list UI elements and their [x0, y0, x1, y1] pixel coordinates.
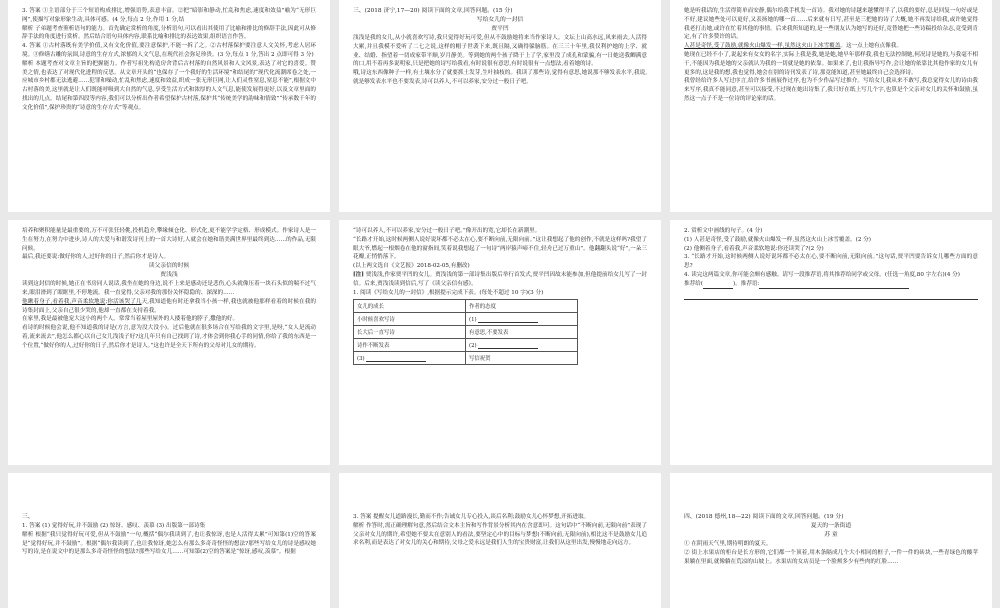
paragraph: 解析 本题考查对文章主旨的把握能力。作者写祖先构造房舍背后古村落的自然风景和人文风景,表达了对它的喜爱。赞美之情,也表达了对现代化进程的反思。从文章开头的“也保存了一个我好的生活环境”和结尾的“现代化流潮席卷之处,一应城市乡村都无法逃避……犯罪和噪动,忙乱和焦虑,速度和效益,织成一张无形巨网,让人们灵性窒息,窒息不能”,根据文中古村落的美,这里就是让人们既能呼吸到大自然的气息,享受生活方式和浓厚的人文气息,能使发展得更好,以及文章里面的找出的几点。结尾和第四段等内容,我们可以分析出作者希望保护古村落,保护其“传统美学的韵味和情致”“传承数千年的文化价值”,保护珍贵的“诗意的生存方式”等观点。 — [22, 60, 316, 111]
note-label: [注] — [353, 271, 364, 278]
paragraph: 她是听我话的,生活得简单而安静,偶尔给我手机发一首诗。我对她的诗越来越懂得半了,以我的要好,总是回复一句好或是不好,建议她些处可以更好,又表扬她的哪一首……后来就有日写,甚至是三把她的诗了大概,她不再发诗给我,或许她觉得我老打击她,或许在忙着其他的事情。后来我所知道的,是一些朋友认为她写的还好,竟替她把一些诗稿投给杂志,竟受到肯定,有了许多赞许的话。 — [684, 8, 978, 41]
recommend-text-label: )。推荐语: — [732, 280, 760, 287]
document-page-2 — [339, 0, 661, 212]
question-4: 4. 读完这两篇文章,你可能会颇有感触。请写一段推荐语,将其推荐给同学或父母。(任选一角度,80 字左右)(4 分) — [684, 271, 960, 278]
answer-line[interactable] — [684, 290, 978, 300]
answer-blank[interactable] — [366, 355, 426, 362]
table-cell: 女儿的成长 — [354, 300, 466, 313]
answer-blank[interactable] — [478, 316, 538, 323]
question-1: 1. 阅读《写给女儿的一封信》,根据提示完成下表。(每处不超过 10 字)(3 分) — [353, 289, 544, 296]
section-header: 四、(2018 德州,18—22) 阅读下面的文章,回答问题。(19 分) — [684, 514, 844, 520]
paragraph: 最后,我还要说:做好你的人,过好你的日子,然后你才是诗人。 — [22, 254, 170, 261]
recommend-label: 推荐给( — [684, 280, 703, 287]
document-page-5 — [339, 220, 661, 465]
table-cell: 长大后一直写诗 — [354, 326, 466, 339]
table-cell: 写信祝贺 — [466, 352, 578, 365]
table-row — [354, 300, 578, 313]
table-row — [354, 339, 578, 352]
note-text: 贾浅浅,作家贾平凹的女儿。贾浅浅的第一部诗集出版后举行首发式,贾平凹因故未能参加,但他提前给女儿写了一封信。后来,贾浅浅读到信后,写了《读父亲信有感》。 — [353, 271, 648, 287]
document-page-6 — [670, 220, 992, 465]
paragraph: 解析 子弟题考查鉴析语句的能力。首先确定赏析的角度,分析语句,可以看出其使用了比喻和排比的修辞手法,因此可从修辞手法的角度进行赏析。然后结合语句具体内容,联系比喻和排比的表达效果,组织语言作答。 — [22, 25, 316, 41]
section-header: 三、 — [22, 514, 34, 520]
paragraph: 她现在已经不小了,说起来有女女的名字,实际上我是我,她是她,她早年那样我,我也无法控制她,何况诗是她的,与我毫不相干,不能因为我是她的父亲就认为我的一切就是她的依靠。如果来了,也让我指导写作,会让她的依靠比其他作家的女儿有更多的,这是我的想,我也觉得,她会在别的诗刊发表了诗,那竟能知道,甚至她最终自己会选择诗。 — [684, 51, 978, 76]
recommend-line — [684, 280, 978, 289]
table-row — [354, 326, 578, 339]
paragraph: 读到这封信的时候,她正在书房同人说话,我坐在她的身边,说不上来是感动还是悲伤,心头就像压着一块石头似的喘不过气来,眼泪滑到了眼眶里,不停地流。我一直觉得,父亲对我的那份关怀隐隐的、深深的…… — [22, 281, 316, 296]
document-page-8 — [339, 473, 661, 608]
paragraph: 4. 答案 ①古村落既有美学价值,又有文化价值,要注意保护,不能一拆了之。②古村落保护要注意人文关怀,考虑人居环境。③修缮古雕的氛围,诗意的生存方式,浓郁的人文气息,在现代社会弥足珍贵。(3 分,每点 1 分,答出 2 点即可得 3 分) — [22, 43, 316, 58]
footnote — [353, 271, 647, 289]
source-note: (以上两文选自《文艺报》2018-02-05,有删改) — [353, 263, 470, 270]
blank-label: (1) — [469, 316, 477, 323]
blank-label: (3) — [357, 355, 365, 362]
recommend-target-blank[interactable] — [703, 282, 733, 289]
article-author: 贾平凹 — [491, 26, 509, 32]
document-page-3 — [670, 0, 992, 212]
document-page-9 — [670, 473, 992, 608]
article-title: 读父亲信的时候 — [148, 263, 190, 270]
paragraph: “诗可以养人,不可以养家,安分过一般日子吧。”像开出的宽,它却长在新潮里。 — [353, 228, 541, 234]
article-title: 夏天的一条街道 — [810, 523, 852, 529]
table-row — [354, 313, 578, 326]
paragraph: ① 在阴雨天气里,期待明朗的夏天。 — [684, 541, 772, 547]
answer-paragraph: 1. 答案 (1) 觉得好玩,并不鼓励 (2) 惊讶、感叹、羡慕 (3) 出版第一部诗集 — [22, 523, 206, 529]
paragraph: 在家里,我是最被他宠大这小的两个人。常常当着屋里屋外的人搂着他的脖子,撒他的好。 — [22, 316, 239, 323]
table-cell: 作者的态度 — [466, 300, 578, 313]
question-2: 2. 赏析文中画线的句子。(4 分) — [684, 228, 763, 234]
paragraph: 哦,诗这东西像种子一样,有土壤水分了就要抓土发芽,生叶抽枝的。我读了那些诗,觉得有意思,她说那不够发表水平,我说,就是够发表水平也不要发表,诗可以养人,不可以养家,安分过一般日子吧。 — [353, 70, 647, 85]
analysis-paragraph: 解析 作答时,需正确理解句意,然后结合文本主旨和写作背景分析其内在含意即可。这句话中“不断向前,无限向前”表现了父亲对女儿的期许,希望她不要太在意别人的看法,要坚定心中的目标与梦想(不断向前,无限向前),相比这不是鼓励女儿追求名利,而是表达了对女儿的关心和期待,父母之爱永远是我们人生的宝贵财富,让我们从这里出发,慢慢地走向远方。 — [353, 522, 647, 547]
sentence-tail: 天,我知道他有时还拿我当小孩一样,我也就被他那样看着的时候在我的诗集封面上,父亲自己很少哭的,他却一直都在支持着我。 — [22, 298, 316, 314]
answer-paragraph: 3. 答案 提醒女儿道路漫长,勤而不作;告诫女儿专心投入,谈后名利;鼓励女儿心怀梦想,开拓进取。 — [353, 514, 590, 520]
document-page-7 — [8, 473, 330, 608]
underlined-sentence: 他瞅着身子,看着我,声音柔软地说 — [22, 298, 106, 305]
question-3: 3. “长路才开始,这时候两侧人说好说坏都不必太在心,要不断向前,无限向前。”这句话,贾平凹要告诉女儿哪些方面的意思? — [684, 254, 978, 270]
paragraph-with-underline — [684, 42, 978, 51]
paragraph: ② 街上水果店的柜台是长方形的,它们都一个顶着,用木条隔成几个大小相同的框子,一件一件的砖块,一些青绿色的酸苹果躺在里面,就像躺在荒凉的山坡上。水果店的女店员是一个脸颊多少有些肉的红脸…… — [684, 549, 978, 565]
paragraph: “长路才开始,这时候两侧人说好说坏都不必太在心,要不断向前,无限向前。”这让我想起了他的创作,不就是这样吗?我望了眼大爷,燃起一根烟卷在他的窗指间,笑着说我想起了一句诗“两岸猿声啼不住,轻舟已过万重山”。他翻翻头说“好”,一朵三花瓣,正悄悄落下。 — [353, 236, 647, 261]
paragraph: 培养和聚积能量是最重要的,万不可张狂轻佻,投机趋介,攀缘倾仓化、形式化,更不能学学定格、形成模式。作家诗人是一生在努力,在努力中进步,诗人的大爱与和谐发诗刊上的一首大诗好,人就会在她和谐美满世界里最终到达……的作品,无限问候。 — [22, 228, 316, 252]
section-header: 三、(2018 济宁,17—20) 阅读下面的文章,回答问题。(15 分) — [353, 8, 513, 14]
document-page-4 — [8, 220, 330, 465]
underlined-sentence: 人甚是奇怪,受了鼓励,就像火山爆发一样,虽然这火山上冰雪覆盖 — [684, 43, 841, 50]
table-cell — [466, 313, 578, 326]
answer-blank[interactable] — [478, 342, 538, 349]
analysis-paragraph: 解析 根据“我只觉得好玩可爱,但从不鼓励”一句,概括“偶尔我读到了,也让我惊讶,也是人活得太累”可知第(1)空的答案是“觉得好玩,并不鼓励”。根据“偶尔我读到了,也让我惊讶,她怎么有那么多奇奇怪怪的想法?那些写给女儿的诗是感叹她写的诗,是在说文中的是那么多奇奇怪怪的想法?那些写给女儿……可知第(2)空的答案是“惊讶,感叹,羡慕”。根据 — [22, 531, 316, 556]
sentence-tail: 。这一点上她有点像我。 — [840, 43, 902, 50]
paragraph: 浅浅是我的女儿,从小就喜欢写诗,我只觉得好玩可爱,但从不鼓励她将来当作家诗人。文坛上山高水远,风来雨去,人活得大累,并且我模不爱听了二七之说,这样的帽子世袭下来,既且隔,又确得躲脑筋。在三三十年里,我仅利护她的上学、就业、结婚、指望着一切成家带平顺,岁月静美。等到她的两个孩子降于上了学,家里没了成孔和蒙骗,有一日她送我鲫满意的口,用不着再多说明家,只是把她的诗写给我看,有时说很有意思,有时说很有一点想法,看着她的诗。 — [353, 35, 647, 68]
document-page-1 — [8, 0, 330, 212]
answer-table — [353, 299, 578, 365]
paragraph: 看诗的时候他会说,他不知道我的诗是(方言,意为没大没小)。过后他就在很多场合在写给我的文字里,是呀,“女人是流动着,流来流去”,他怎么都心以自己女儿浅浅子好?这几年只有自己找到了诗,才体会到你我心手的同情,你给了我的东西是一个位置,“做好你的人,过好你的日子,然后你才是诗人。”这也许是全天下所有的父母对儿女的期待。 — [22, 325, 316, 349]
table-cell: 诗作不断发表 — [354, 339, 466, 352]
recommend-text-blank[interactable] — [759, 282, 909, 289]
table-cell — [354, 352, 466, 365]
sub-question: (2) 他侧着身子,看着我,声音柔软地说:你还读哭了?(2 分) — [684, 245, 824, 252]
table-cell — [466, 339, 578, 352]
sub-question: (1) 人甚是奇怪,受了鼓励,就像火山爆发一样,虽然这火山上冰雪覆盖。(2 分) — [684, 236, 871, 243]
article-author: 苏 童 — [824, 532, 838, 538]
paragraph: 3. 答案 ①主语部分于三个短语构成排比,增强语势,表意丰富。②把“暗影和静动,忙乱和焦虑,速度和效益”喻为“无形巨网”,使描写对象形象生动,具体可感。(4 分,每点 2 分,作用 1 分,结 — [22, 8, 316, 23]
article-title: 写给女儿的一封信 — [476, 17, 524, 23]
table-cell: 有意思,不要发表 — [466, 326, 578, 339]
table-cell: 小时候喜欢写诗 — [354, 313, 466, 326]
paragraph-with-underline — [22, 298, 316, 316]
article-author: 贾浅浅 — [160, 272, 178, 279]
sentence-tail: ; — [105, 298, 108, 305]
blank-label: (2) — [469, 342, 477, 349]
paragraph: 我曾经给许多人写过序言,给许多书画展作过序,也为不少作品写过推介。写给女儿我从来不敢写,我总觉得女儿的诗由我来写序,我真不能同意,甚至可以接受,不过现在她出诗集了,我只好在纸上写几个字,也算是个父亲对女儿的关怀和鼓励,虽然这一点子不是一位诗的评论家的话。 — [684, 78, 978, 102]
table-row — [354, 352, 578, 365]
underlined-sentence: 你活该哭了几 — [107, 298, 142, 305]
